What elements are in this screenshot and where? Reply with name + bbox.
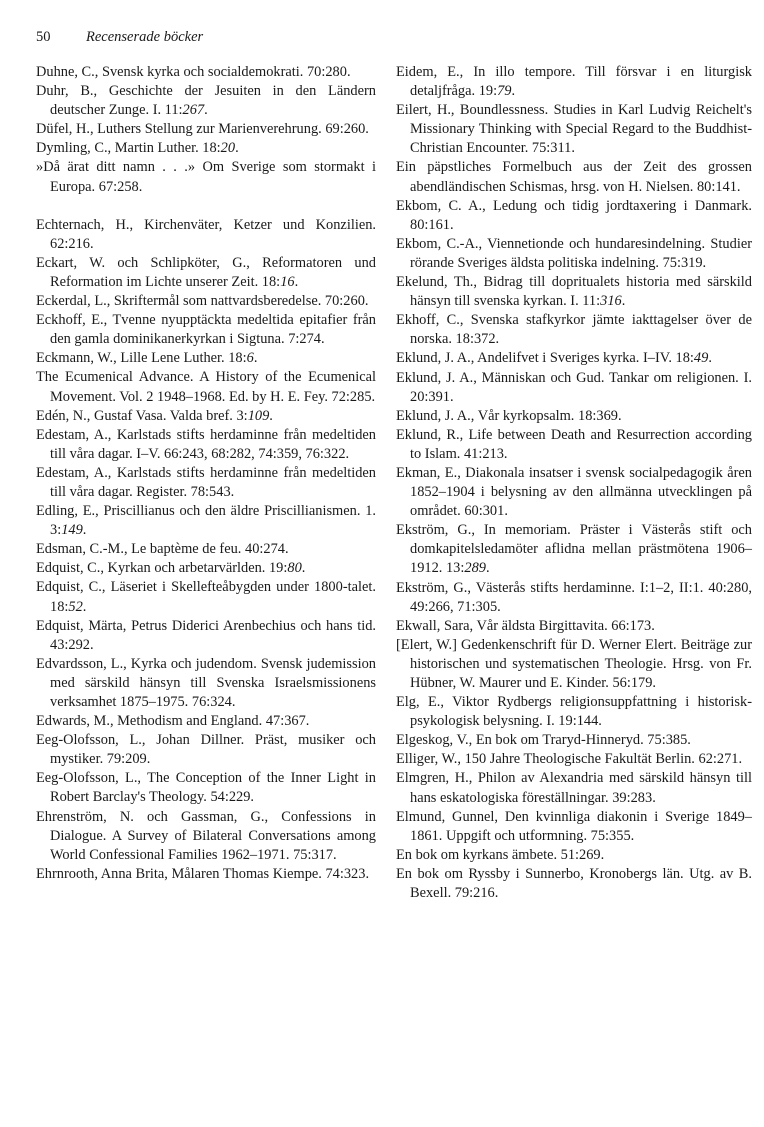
- entry-text: Edsman, C.-M., Le baptème de feu. 40:274.: [36, 541, 289, 558]
- entry-text: Edestam, A., Karlstads stifts herdaminne från medeltiden till våra dagar. Register. 78:543.: [36, 464, 376, 500]
- running-title: Recenserade böcker: [86, 29, 204, 45]
- entry-text: Duhr, B., Geschichte der Jesuiten in den Ländern deutscher Zunge. I. 11:: [36, 83, 376, 119]
- entry-text: Eckerdal, L., Skriftermål som nattvardsberedelse. 70:260.: [36, 293, 369, 310]
- entry-page-italic: 49: [693, 350, 709, 367]
- entry-page-italic: 316: [600, 293, 622, 310]
- index-entry: [36, 82, 376, 120]
- entry-text: Eklund, J. A., Andelifvet i Sveriges kyrka. I–IV. 18:: [396, 350, 694, 367]
- entry-text: Edvardsson, L., Kyrka och judendom. Svensk judemission med särskild hänsyn till Svenska Israelsmissionens verksamhet 1875–1975. 76:324.: [36, 655, 376, 710]
- entry-page-italic: 289: [464, 560, 486, 577]
- entry-end: .: [82, 598, 87, 615]
- entry-text: En bok om Ryssby i Sunnerbo, Kronobergs län. Utg. av B. Bexell. 79:216.: [396, 865, 752, 902]
- index-entry: [396, 464, 752, 521]
- index-entry: [396, 731, 752, 750]
- index-entry: [396, 235, 752, 273]
- index-entry: [396, 349, 752, 368]
- entry-text: Eeg-Olofsson, L., Johan Dillner. Präst, musiker och mystiker. 79:209.: [36, 732, 376, 768]
- index-entry: [36, 502, 376, 540]
- index-entry: [36, 349, 376, 368]
- entry-end: .: [294, 273, 299, 290]
- entry-end: .: [485, 560, 490, 577]
- entry-text: Eckhoff, E., Tvenne nyupptäckta medeltida epitafier från den gamla dominikanerkyrkan i Sigtuna. 7:274.: [36, 312, 376, 348]
- entry-text: Elg, E., Viktor Rydbergs religionsuppfattning i historisk-psykologisk belysning. I. 19:144.: [396, 694, 752, 730]
- entry-text: Elgeskog, V., En bok om Traryd-Hinneryd. 75:385.: [396, 732, 691, 749]
- entry-end: .: [708, 350, 712, 367]
- entry-end: .: [253, 350, 258, 367]
- entry-text: Edén, N., Gustaf Vasa. Valda bref. 3:: [36, 407, 248, 424]
- index-entry: [36, 712, 376, 731]
- page-header: [36, 29, 203, 46]
- index-entry: [396, 101, 752, 158]
- index-entry: [36, 158, 376, 196]
- index-entry: [36, 540, 376, 559]
- index-entry: [396, 426, 752, 464]
- entry-text: Eklund, J. A., Människan och Gud. Tankar om religionen. I. 20:391.: [396, 369, 752, 405]
- index-entry: [36, 769, 376, 807]
- entry-page-italic: 52: [68, 598, 83, 615]
- index-entry: [396, 63, 752, 101]
- entry-page-italic: 267: [182, 102, 205, 119]
- index-entry: [36, 311, 376, 349]
- entry-text: Ekman, E., Diakonala insatser i svensk socialpedagogik åren 1852–1904 i belysning av den allmänna utvecklingen på området. 60:301.: [396, 464, 752, 520]
- entry-end: .: [235, 140, 239, 157]
- index-entry: [36, 292, 376, 311]
- index-entry: [396, 617, 752, 636]
- entry-text: Ekwall, Sara, Vår äldsta Birgittavita. 66:173.: [396, 617, 655, 634]
- entry-text: Ein päpstliches Formelbuch aus der Zeit des grossen abendländischen Schismas, hrsg. von H. Nielsen. 80:141.: [396, 159, 752, 195]
- entry-end: .: [82, 522, 87, 539]
- page-number: 50: [36, 29, 51, 45]
- index-entry: [36, 139, 376, 158]
- index-entry: [396, 808, 752, 846]
- index-entry: [396, 846, 752, 865]
- entry-page-italic: 109: [247, 407, 270, 424]
- index-entry: [36, 655, 376, 712]
- entry-end: .: [511, 83, 516, 100]
- index-entry: [36, 216, 376, 254]
- entry-text: Duhne, C., Svensk kyrka och socialdemokrati. 70:280.: [36, 64, 351, 80]
- entry-text: [Elert, W.] Gedenkenschrift für D. Werner Elert. Beiträge zur historischen und systematischen Theologie. Hrsg. von Fr. Hübner, W. Maurer und E. Kinder. 56:179.: [396, 636, 752, 691]
- index-entry: [36, 254, 376, 292]
- index-entry: [396, 769, 752, 807]
- index-entry: [36, 731, 376, 769]
- left-column: [36, 63, 376, 884]
- index-entry: [36, 63, 376, 82]
- entry-end: .: [204, 102, 208, 119]
- entry-text: Echternach, H., Kirchenväter, Ketzer und Konzilien. 62:216.: [36, 216, 376, 252]
- index-entry: [36, 617, 376, 655]
- index-entry: [36, 368, 376, 406]
- index-entry: [36, 407, 376, 426]
- entry-end: .: [269, 407, 273, 424]
- entry-text: Eidem, E., In illo tempore. Till försvar i en liturgisk detaljfråga. 19:: [396, 64, 752, 100]
- entry-text: Ekström, G., Västerås stifts herdaminne. I:1–2, II:1. 40:280, 49:266, 71:305.: [396, 579, 752, 615]
- right-column: [396, 63, 752, 903]
- entry-text: Eilert, H., Boundlessness. Studies in Karl Ludvig Reichelt's Missionary Thinking with Special Regard to the Buddhist-Christian Encounter. 75:311.: [396, 102, 752, 157]
- entry-text: Edling, E., Priscillianus och den äldre Priscillianismen. 1. 3:: [36, 503, 376, 539]
- entry-text: Dymling, C., Martin Luther. 18:: [36, 140, 221, 157]
- index-entry: [396, 197, 752, 235]
- index-entry: [36, 559, 376, 578]
- entry-text: Elmgren, H., Philon av Alexandria med särskild hänsyn till hans eskatologiska föreställningar. 39:283.: [396, 770, 752, 806]
- index-entry: [396, 750, 752, 769]
- entry-text: Eklund, J. A., Vår kyrkopsalm. 18:369.: [396, 407, 622, 424]
- entry-text: Eckart, W. och Schlipköter, G., Reformatoren und Reformation im Lichte unserer Zeit. 18:: [36, 254, 376, 290]
- entry-text: Edquist, C., Läseriet i Skellefteåbygden under 1800-talet. 18:: [36, 579, 376, 615]
- entry-text: Ekström, G., In memoriam. Präster i Västerås stift och domkapitelsledamöter aflidna mellan prästmötena 1906–1912. 13:: [396, 522, 752, 577]
- entry-text: The Ecumenical Advance. A History of the Ecumenical Movement. Vol. 2 1948–1968. Ed. by H. E. Fey. 72:285.: [36, 369, 376, 405]
- entry-text: Eckmann, W., Lille Lene Luther. 18:: [36, 350, 247, 367]
- index-entry: [396, 865, 752, 903]
- entry-text: Düfel, H., Luthers Stellung zur Marienverehrung. 69:260.: [36, 121, 369, 138]
- index-entry: [396, 369, 752, 407]
- entry-page-italic: 149: [61, 522, 83, 539]
- index-entry: [396, 521, 752, 578]
- index-entry: [396, 158, 752, 196]
- index-entry: [396, 579, 752, 617]
- entry-page-italic: 80: [287, 560, 302, 577]
- entry-page-italic: 79: [497, 83, 512, 100]
- index-entry: [36, 120, 376, 139]
- entry-text: Edestam, A., Karlstads stifts herdaminne från medeltiden till våra dagar. I–V. 66:243, 68:282, 74:359, 76:322.: [36, 426, 376, 462]
- index-entry: [36, 426, 376, 464]
- index-entry: [396, 636, 752, 693]
- entry-text: Edquist, C., Kyrkan och arbetarvärlden. 19:: [36, 560, 288, 577]
- index-entry: [396, 311, 752, 349]
- entry-text: Edwards, M., Methodism and England. 47:367.: [36, 713, 310, 730]
- entry-text: Ekelund, Th., Bidrag till dopritualets historia med särskild hänsyn till svenska kyrkan. I. 11:: [396, 274, 752, 310]
- entry-text: Edquist, Märta, Petrus Diderici Arenbechius och hans tid. 43:292.: [36, 617, 376, 653]
- entry-text: Ekbom, C. A., Ledung och tidig jordtaxering i Danmark. 80:161.: [396, 197, 752, 233]
- index-entry: [396, 407, 752, 426]
- entry-text: Ekbom, C.-A., Viennetionde och hundaresindelning. Studier rörande Sveriges äldsta politiska indelning. 75:319.: [396, 235, 752, 271]
- entry-text: Ehrenström, N. och Gassman, G., Confessions in Dialogue. A Survey of Bilateral Conversations among World Confessional Families 1962–1971. 75:317.: [36, 808, 376, 863]
- index-entry: [36, 464, 376, 502]
- entry-end: .: [301, 560, 306, 577]
- index-entry: [36, 808, 376, 865]
- index-entry: [36, 578, 376, 616]
- entry-text: »Då ärat ditt namn . . .» Om Sverige som stormakt i Europa. 67:258.: [36, 159, 376, 195]
- entry-page-italic: 6: [246, 350, 254, 367]
- entry-page-italic: 16: [280, 273, 295, 290]
- entry-text: Ehrnrooth, Anna Brita, Målaren Thomas Kiempe. 74:323.: [36, 865, 370, 882]
- entry-text: Eeg-Olofsson, L., The Conception of the Inner Light in Robert Barclay's Theology. 54:229.: [36, 770, 376, 806]
- index-entry: [396, 693, 752, 731]
- index-entry: [36, 865, 376, 884]
- entry-text: Elliger, W., 150 Jahre Theologische Fakultät Berlin. 62:271.: [396, 751, 743, 768]
- entry-text: En bok om kyrkans ämbete. 51:269.: [396, 846, 605, 863]
- entry-text: Elmund, Gunnel, Den kvinnliga diakonin i Sverige 1849–1861. Uppgift och utformning. 75:355.: [396, 808, 752, 844]
- entry-page-italic: 20: [220, 140, 236, 157]
- entry-text: Ekhoff, C., Svenska stafkyrkor jämte iakttagelser över de norska. 18:372.: [396, 312, 752, 348]
- entry-text: Eklund, R., Life between Death and Resurrection according to Islam. 41:213.: [396, 426, 752, 462]
- index-entry: [396, 273, 752, 311]
- entry-end: .: [621, 293, 626, 310]
